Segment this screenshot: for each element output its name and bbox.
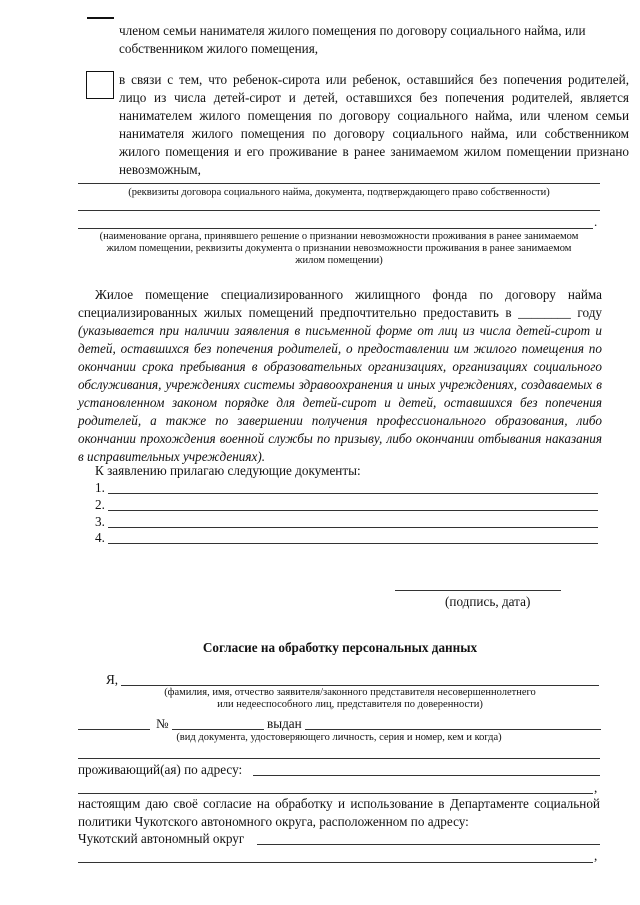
doc-number-label: № [156,716,169,731]
signature-caption: (подпись, дата) [445,594,531,609]
region-comma: , [594,848,598,863]
region-line-2[interactable] [78,862,593,863]
attachment-item-1: 1. [95,480,105,495]
authority-line-1[interactable] [78,210,600,211]
main-paragraph-text: Жилое помещение специализированного жилищного фонда по договору найма специализированных жилых помещений предпочтительно предоставить в ________ году [78,287,602,320]
contract-requisites-line[interactable] [78,183,600,184]
attachment-item-3: 3. [95,514,105,529]
consent-title: Согласие на обработку персональных данных [202,640,478,655]
contract-requisites-caption: (реквизиты договора социального найма, документа, подтверждающего право собственности) [128,187,550,198]
option-2-checkbox[interactable] [86,71,114,99]
signature-line[interactable] [395,590,561,591]
region-line[interactable] [257,844,600,845]
address-line-1[interactable] [253,775,600,776]
authority-line-2[interactable] [78,228,593,229]
main-paragraph [78,286,602,466]
attachment-item-4: 4. [95,530,105,545]
doc-type-line[interactable] [78,729,150,730]
option-2-text: в связи с тем, что ребенок-сирота или ребенок, оставшийся без попечения родителей, лицо из числа детей-сирот и детей, оставшихся без попечения родителей, является нанимателем жилого помещения по договору социального найма, или членом семьи нанимателя жилого помещения по договору социального найма, или собственником жилого помещения и его проживание в ранее занимаемом жилом помещении признано невозможным, [119,72,629,177]
fio-caption: (фамилия, имя, отчество заявителя/законного представителя несовершеннолетнего или недееспособного лиц, представителя по доверенности) [164,687,536,710]
doc-number-line[interactable] [172,729,264,730]
attachment-line-3[interactable] [108,527,598,528]
consent-agree-text: настоящим даю своё согласие на обработку и использование в Департаменте социальной политики Чукотского автономного округа, расположенном по адресу: [78,796,600,829]
doc-caption: (вид документа, удостоверяющего личность, серия и номер, кем и когда) [176,732,502,743]
attachments-header: К заявлению прилагаю следующие документы: [95,463,361,478]
address-label: проживающий(ая) по адресу: [78,762,243,777]
fio-line[interactable] [121,685,599,686]
attachment-item-2: 2. [95,497,105,512]
doc-extra-line[interactable] [78,758,600,759]
attachment-line-1[interactable] [108,493,598,494]
authority-line-period: . [594,214,598,229]
authority-caption: (наименование органа, принявшего решение о признании невозможности проживания в ранее занимаемом жилом помещении, реквизиты документа о признании невозможности проживания в ранее занимаемом жилом помещении) [99,231,579,266]
address-comma: , [594,780,598,795]
option-1-checkbox-mark[interactable] [87,17,114,19]
issued-label: выдан [267,716,302,731]
issued-line[interactable] [305,729,601,730]
attachment-line-4[interactable] [108,543,598,544]
address-line-2[interactable] [78,793,593,794]
ya-label: Я, [106,672,119,687]
attachment-line-2[interactable] [108,510,598,511]
region-label: Чукотский автономный округ [78,831,245,846]
main-paragraph-note: (указывается при наличии заявления в письменной форме от лиц из числа детей-сирот и детей, оставшихся без попечения родителей, о предоставлении им жилого помещения по окончании срока пребывания в образовательных организациях, организациях социального обслуживания, учреждениях системы здравоохранения и иных учреждениях, создаваемых в установленном законом порядке для детей-сирот и детей, оставшихся без попечения родителей, а также по завершении получения профессионального образования, либо окончании прохождения военной службы по призыву, либо окончании отбывания наказания в исправительных учреждениях). [78,323,602,464]
option-1-text: членом семьи нанимателя жилого помещения по договору социального найма, или собственником жилого помещения, [119,23,586,56]
